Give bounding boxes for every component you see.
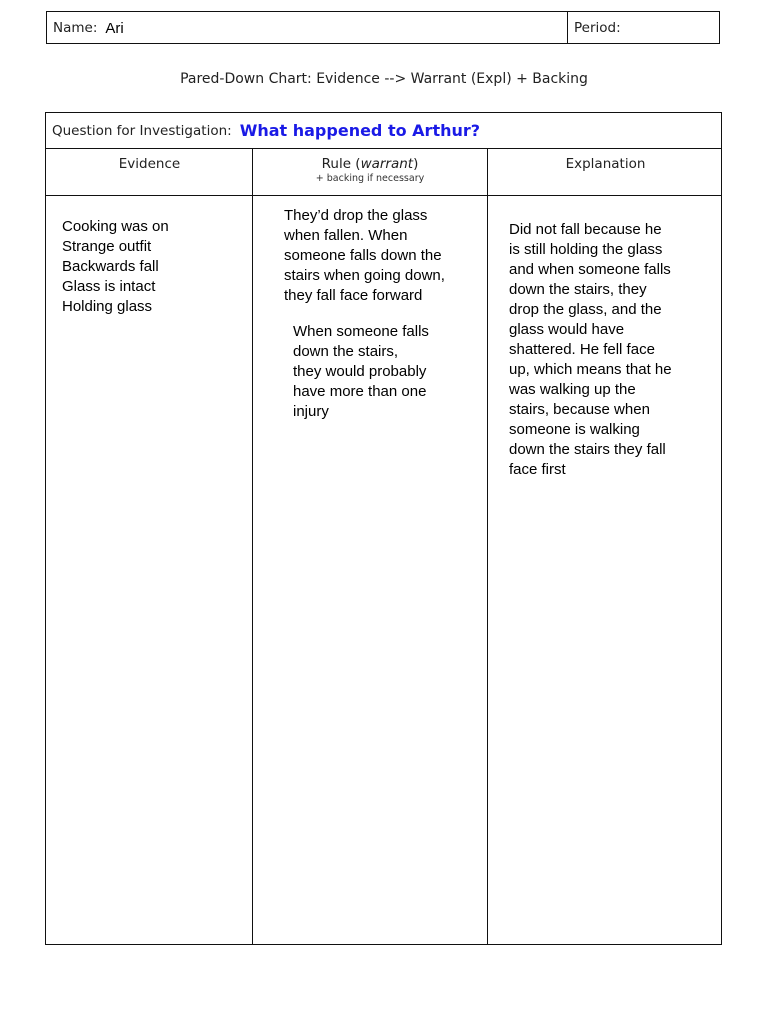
rule-line: When someone falls bbox=[293, 323, 429, 340]
rule-line: someone falls down the bbox=[284, 247, 442, 264]
rule-line: down the stairs, bbox=[293, 343, 399, 360]
rule-cell-block-2[interactable] bbox=[293, 322, 429, 422]
evidence-line: Cooking was on bbox=[62, 218, 169, 235]
rule-header-suffix: ) bbox=[413, 156, 419, 172]
explanation-cell[interactable] bbox=[509, 220, 672, 480]
name-value[interactable]: Ari bbox=[105, 20, 124, 37]
question-row bbox=[46, 113, 721, 149]
evidence-column-header bbox=[46, 150, 253, 195]
rule-line: stairs when going down, bbox=[284, 267, 445, 284]
name-cell[interactable] bbox=[47, 12, 568, 43]
rule-line: they fall face forward bbox=[284, 287, 423, 304]
explanation-line: and when someone falls bbox=[509, 261, 671, 278]
evidence-line: Strange outfit bbox=[62, 238, 152, 255]
student-info-header bbox=[46, 11, 720, 44]
explanation-line: shattered. He fell face bbox=[509, 341, 655, 358]
evidence-line: Glass is intact bbox=[62, 278, 156, 295]
evidence-line: Holding glass bbox=[62, 298, 153, 315]
evidence-warrant-chart bbox=[45, 112, 722, 945]
explanation-line: someone is walking bbox=[509, 421, 640, 438]
period-cell[interactable] bbox=[568, 12, 719, 43]
rule-column-header bbox=[253, 150, 487, 195]
rule-header-italic: warrant bbox=[360, 156, 414, 172]
question-text[interactable]: What happened to Arthur? bbox=[239, 121, 481, 140]
explanation-line: drop the glass, and the bbox=[509, 301, 662, 318]
explanation-line: face first bbox=[509, 461, 566, 478]
evidence-header-label: Evidence bbox=[118, 156, 181, 172]
explanation-column-header bbox=[488, 150, 723, 195]
rule-cell-block-1[interactable] bbox=[284, 206, 445, 306]
explanation-line: down the stairs they fall bbox=[509, 441, 666, 458]
explanation-line: down the stairs, they bbox=[509, 281, 647, 298]
rule-line: They’d drop the glass bbox=[284, 207, 428, 224]
rule-header-subtitle: + backing if necessary bbox=[315, 173, 425, 184]
explanation-header-label: Explanation bbox=[565, 156, 646, 172]
rule-line: they would probably bbox=[293, 363, 427, 380]
explanation-line: stairs, because when bbox=[509, 401, 650, 418]
explanation-line: up, which means that he bbox=[509, 361, 672, 378]
evidence-line: Backwards fall bbox=[62, 258, 159, 275]
rule-line: when fallen. When bbox=[284, 227, 408, 244]
rule-header-prefix: Rule ( bbox=[321, 156, 361, 172]
question-label: Question for Investigation: bbox=[52, 122, 232, 139]
explanation-line: was walking up the bbox=[509, 381, 636, 398]
period-label: Period: bbox=[574, 19, 621, 36]
rule-line: have more than one bbox=[293, 383, 427, 400]
header-divider bbox=[46, 195, 721, 196]
name-label: Name: bbox=[53, 19, 98, 36]
rule-line: injury bbox=[293, 403, 329, 420]
evidence-cell[interactable] bbox=[62, 217, 169, 317]
document-title: Pared-Down Chart: Evidence --> Warrant (Expl) + Backing bbox=[180, 71, 588, 87]
rule-header-label bbox=[253, 156, 487, 172]
column-divider-2 bbox=[487, 149, 488, 944]
explanation-line: is still holding the glass bbox=[509, 241, 663, 258]
column-divider-1 bbox=[252, 149, 253, 944]
explanation-line: glass would have bbox=[509, 321, 625, 338]
explanation-line: Did not fall because he bbox=[509, 221, 662, 238]
